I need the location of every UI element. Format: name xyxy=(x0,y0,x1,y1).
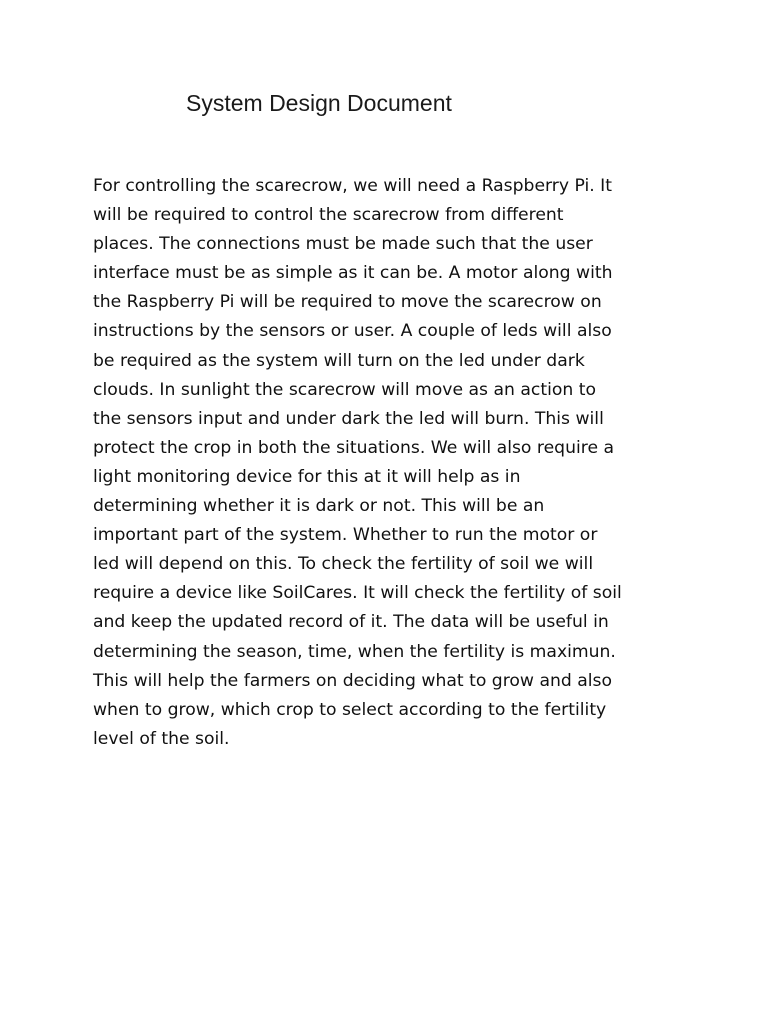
body-line: will be required to control the scarecrow from different xyxy=(93,205,564,226)
body-line: when to grow, which crop to select according to the fertility xyxy=(93,699,607,720)
body-line: important part of the system. Whether to run the motor or xyxy=(93,525,598,546)
body-line: and keep the updated record of it. The data will be useful in xyxy=(93,612,609,633)
body-line: determining the season, time, when the fertility is maximun. xyxy=(93,641,616,662)
body-line: the sensors input and under dark the led will burn. This will xyxy=(93,408,604,429)
body-line: For controlling the scarecrow, we will need a Raspberry Pi. It xyxy=(93,176,612,196)
body-line: places. The connections must be made such that the user xyxy=(93,234,593,255)
document-title: System Design Document xyxy=(186,90,452,116)
body-line: determining whether it is dark or not. This will be an xyxy=(93,496,545,517)
document-body xyxy=(93,172,693,754)
body-line: protect the crop in both the situations. We will also require a xyxy=(93,437,615,458)
body-line: light monitoring device for this at it will help as in xyxy=(93,466,521,487)
body-line: the Raspberry Pi will be required to move the scarecrow on xyxy=(93,292,602,313)
body-line: led will depend on this. To check the fertility of soil we will xyxy=(93,554,594,575)
body-line: clouds. In sunlight the scarecrow will move as an action to xyxy=(93,379,596,400)
body-line: be required as the system will turn on the led under dark xyxy=(93,350,585,371)
body-line: This will help the farmers on deciding what to grow and also xyxy=(93,670,613,691)
body-line: interface must be as simple as it can be. A motor along with xyxy=(93,263,613,284)
body-line: instructions by the sensors or user. A couple of leds will also xyxy=(93,321,612,342)
body-line: require a device like SoilCares. It will check the fertility of soil xyxy=(93,583,622,604)
body-line: level of the soil. xyxy=(93,728,230,749)
